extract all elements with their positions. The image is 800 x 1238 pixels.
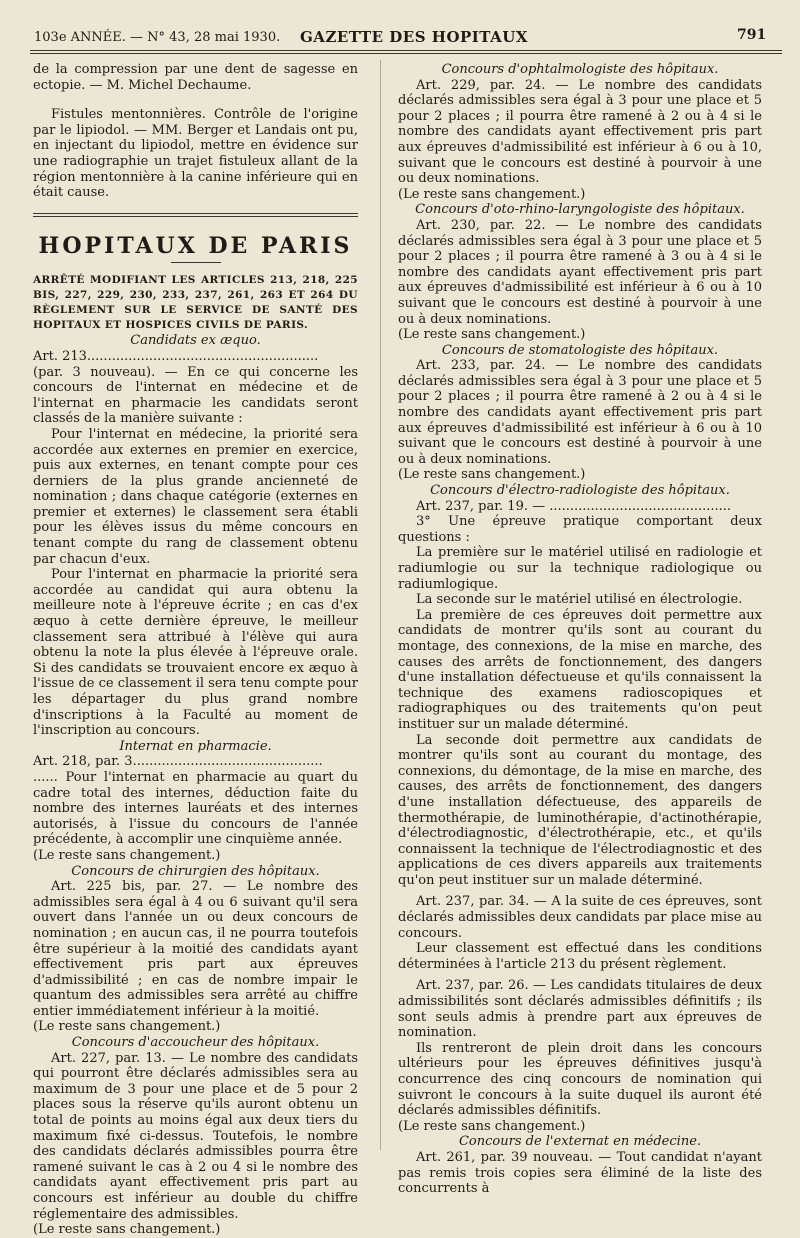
reste-note: (Le reste sans changement.): [33, 847, 221, 863]
paragraph-compression: de la compression par une dent de sagesse en ectopie. — M. Michel Dechaume.: [33, 62, 358, 93]
header-rule-secondary: [30, 53, 782, 54]
left-column: [33, 62, 358, 1238]
subheading-orl: Concours d'oto-rhino-laryngologiste des hôpitaux.: [415, 202, 745, 218]
reste-note: (Le reste sans changement.): [398, 327, 586, 343]
art225-para: Art. 225 bis, par. 27. — Le nombre des admissibles sera égal à 4 ou 6 suivant qu'il sera ouvert dans l'année un ou deux concours de nomination ; en aucun cas, il ne pourra toutefois être supérieur à la moitié des candidats ayant effectivement pris part aux épreuves d'admissibilité ; en cas de nombre impair le quantum des admissibles sera arrêté au chiffre entier immédiatement inférieur à la moitié.: [33, 879, 358, 1019]
art237-par26: Art. 237, par. 26. — Les candidats titulaires de deux admissibilités sont déclarés admissibles définitifs ; ils sont seuls admis à prendre part aux épreuves de nomination.: [398, 978, 762, 1041]
page-number: 791: [737, 27, 767, 43]
reste-note: (Le reste sans changement.): [33, 1019, 221, 1035]
subheading-accoucheur: Concours d'accoucheur des hôpitaux.: [71, 1035, 320, 1051]
art213-para1: (par. 3 nouveau). — En ce qui concerne les concours de l'internat en médecine et de l'internat en pharmacie les candidats seront classés de la manière suivante :: [33, 364, 358, 427]
header-rule: [30, 50, 782, 51]
subheading-externat: Concours de l'externat en médecine.: [458, 1134, 702, 1150]
art213-para3: Pour l'internat en pharmacie la priorité sera accordée au candidat qui aura obtenu la meilleure note à l'épreuve écrite ; en cas d'ex æquo à cette dernière épreuve, le meilleur classement sera attribué à l'élève qui aura obtenu la note la plus élevée à l'épreuve orale. Si des candidats se trouvaient encore ex æquo à l'issue de ce classement il sera tenu compte pour les départager du plus grand nombre d'inscriptions à la Faculté au moment de l'inscription au concours.: [33, 567, 358, 739]
subheading-internat-pharmacie: Internat en pharmacie.: [119, 738, 272, 754]
subheading-stomatologiste: Concours de stomatologiste des hôpitaux.: [441, 342, 719, 358]
art237-para4: La première de ces épreuves doit permettre aux candidats de montrer qu'ils sont au courant du montage, des connexions, de la mise en marche, des causes des arrêts de fonctionnement, des dangers d'une installation défectueuse et qu'ils connaissent la technique des examens radioscopiques et radiographiques ou des traitements qu'on peut instituer sur un malade déterminé.: [398, 607, 762, 732]
art229-para: Art. 229, par. 24. — Le nombre des candidats déclarés admissibles sera égal à 3 pour une place et 5 pour 2 places ; il pourra être ramené à 2 ou à 4 si le nombre des candidats ayant effectivement pris part aux épreuves d'admissibilité est inférieur à 6 ou à 10, suivant que le concours est destiné à pourvoir à une ou deux nominations.: [398, 77, 762, 187]
art237-para2: La première sur le matériel utilisé en radiologie et radiumlogie ou sur la technique radiologique ou radiumlogique.: [398, 545, 762, 592]
reste-note: (Le reste sans changement.): [398, 467, 586, 483]
page-header: [0, 22, 800, 48]
subheading-chirurgien: Concours de chirurgien des hôpitaux.: [71, 863, 320, 879]
art230-para: Art. 230, par. 22. — Le nombre des candidats déclarés admissibles sera égal à 3 pour une place et 5 pour 2 places ; il pourra être ramené à 3 ou à 4 si le nombre des candidats ayant effectivement pris part aux épreuves d'admissibilité est inférieur à 6 ou à 10 suivant que le concours est destiné à pourvoir à une ou à deux nominations.: [398, 217, 762, 327]
art237-line: Art. 237, par. 19. — ............................................: [416, 498, 732, 514]
reste-note: (Le reste sans changement.): [33, 1222, 221, 1238]
reste-note: (Le reste sans changement.): [398, 186, 586, 202]
journal-title: GAZETTE DES HOPITAUX: [300, 28, 529, 46]
art261-para: Art. 261, par. 39 nouveau. — Tout candidat n'ayant pas remis trois copies sera éliminé de la liste des concurrents à: [398, 1149, 762, 1197]
art227-para: Art. 227, par. 13. — Le nombre des candidats qui pourront être déclarés admissibles sera au maximum de 3 pour une place et de 5 pour 2 places sous la réserve qu'ils auront obtenu un total de points au moins égal aux deux tiers du maximum fixé ci-dessus. Toutefois, le nombre des candidats déclarés admissibles pourra être ramené suivant le cas à 2 ou 4 si le nombre des candidats ayant effectivement pris part au concours est inférieur au double du chiffre réglementaire des admissibles.: [33, 1050, 358, 1222]
title-rule: [171, 262, 221, 263]
paragraph-fistules: Fistules mentonnières. Contrôle de l'origine par le lipiodol. — MM. Berger et Landais ont pu, en injectant du lipiodol, mettre en évidence sur une radiographie un trajet fistuleux allant de la région mentonnière à la canine inférieure qui en était cause.: [33, 107, 358, 201]
subheading-ophtalmologiste: Concours d'ophtalmologiste des hôpitaux.: [441, 62, 719, 77]
art213-line: Art. 213........................................................: [33, 348, 319, 364]
column-divider: [380, 60, 381, 1150]
arrete-heading: ARRÊTÉ MODIFIANT LES ARTICLES 213, 218, 225 BIS, 227, 229, 230, 233, 237, 261, 263 ET 264 DU RÈGLEMENT SUR LE SERVICE DE SANTÉ DES HOPITAUX ET HOSPICES CIVILS DE PARIS.: [33, 274, 358, 332]
art237-par34: Art. 237, par. 34. — A la suite de ces épreuves, sont déclarés admissibles deux candidats par place mise au concours.: [398, 894, 762, 941]
art237-par26-concours: Ils rentreront de plein droit dans les concours ultérieurs pour les épreuves définitives jusqu'à concurrence des cinq concours de nomination qui suivront le concours à la suite duquel ils auront été déclarés admissibles définitifs.: [398, 1040, 762, 1119]
art237-para5: La seconde doit permettre aux candidats de montrer qu'ils sont au courant du montage, des connexions, du démontage, de la mise en marche, des causes, des arrêts de fonctionnement, des dangers d'une installation défectueuse, des appareils de thermothérapie, de luminothérapie, d'actinothérapie, d'électrodiagnostic, d'électrothérapie, etc., et qu'ils connaissent la technique de l'électrodiagnostic et des applications de ces divers appareils aux traitements qu'on peut instituer sur un malade déterminé.: [398, 732, 762, 888]
issue-info: 103e ANNÉE. — N° 43, 28 mai 1930.: [34, 30, 281, 45]
subheading-candidats: Candidats ex æquo.: [130, 333, 261, 349]
section-title: HOPITAUX DE PARIS: [38, 232, 353, 259]
reste-note: (Le reste sans changement.): [398, 1118, 586, 1134]
subheading-electro-radiologiste: Concours d'électro-radiologiste des hôpitaux.: [430, 483, 730, 499]
art237-para3: La seconde sur le matériel utilisé en électrologie.: [416, 592, 743, 608]
art218-para: ...... Pour l'internat en pharmacie au quart du cadre total des internes, déduction faite du nombre des internes lauréats et des internes autorisés, à l'issue du concours de l'année précédente, à accomplir une cinquième année.: [33, 769, 358, 848]
right-column: [398, 62, 762, 1197]
art237-par34-classement: Leur classement est effectué dans les conditions déterminées à l'article 213 du présent règlement.: [398, 941, 762, 972]
art218-line: Art. 218, par. 3..............................................: [33, 754, 323, 770]
art213-para2: Pour l'internat en médecine, la priorité sera accordée aux externes en premier en exercice, puis aux externes, en tenant compte pour ces derniers de la plus grande ancienneté de nomination ; dans chaque catégorie (externes en premier et externes) le classement sera établi pour les élèves issus du même concours en tenant compte du rang de classement obtenu par chacun d'eux.: [33, 426, 358, 567]
art237-para1: 3° Une épreuve pratique comportant deux questions :: [398, 514, 762, 545]
art233-para: Art. 233, par. 24. — Le nombre des candidats déclarés admissibles sera égal à 3 pour une place et 5 pour 2 places ; il pourra être ramené à 2 ou à 4 si le nombre des candidats ayant effectivement pris part aux épreuves d'admissibilité est inférieur à 6 ou à 10 suivant que le concours est destiné à pourvoir à une ou à deux nominations.: [398, 358, 762, 467]
section-separator: [33, 213, 358, 217]
